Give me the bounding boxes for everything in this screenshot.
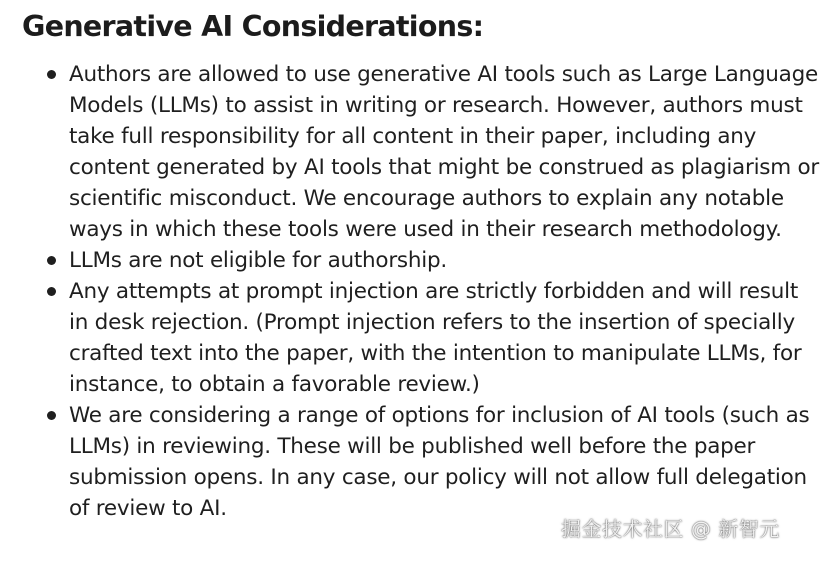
policy-item-prompt-injection — [0, 276, 820, 400]
policy-item-text: LLMs are not eligible for authorship. — [69, 248, 447, 273]
policy-item-text: Any attempts at prompt injection are strictly forbidden and will result in desk rejection. (Prompt injection refers to the insertion of specially crafted text into the paper, with the intention to manipulate LLMs, for instance, to obtain a favorable review.) — [69, 279, 802, 397]
bullet-icon — [47, 411, 56, 420]
section-heading: Generative AI Considerations: — [22, 10, 484, 43]
bullet-icon — [47, 70, 56, 79]
policy-item-ai-tools-allowed — [0, 59, 820, 245]
watermark: 掘金技术社区 @ 新智元 — [561, 517, 780, 541]
policy-item-ai-reviewing — [0, 400, 820, 524]
policy-item-llm-authorship — [0, 245, 820, 276]
policy-item-text: Authors are allowed to use generative AI tools such as Large Language Models (LLMs) to assist in writing or research. However, authors must take full responsibility for all content in their paper, including any content generated by AI tools that might be construed as plagiarism or scientific misconduct. We encourage authors to explain any notable ways in which these tools were used in their research methodology. — [69, 62, 820, 242]
bullet-icon — [47, 287, 56, 296]
policy-item-text: We are considering a range of options for inclusion of AI tools (such as LLMs) in reviewing. These will be published well before the paper submission opens. In any case, our policy will not allow full delegation of review to AI. — [69, 403, 810, 521]
policy-list — [0, 59, 820, 524]
bullet-icon — [47, 256, 56, 265]
